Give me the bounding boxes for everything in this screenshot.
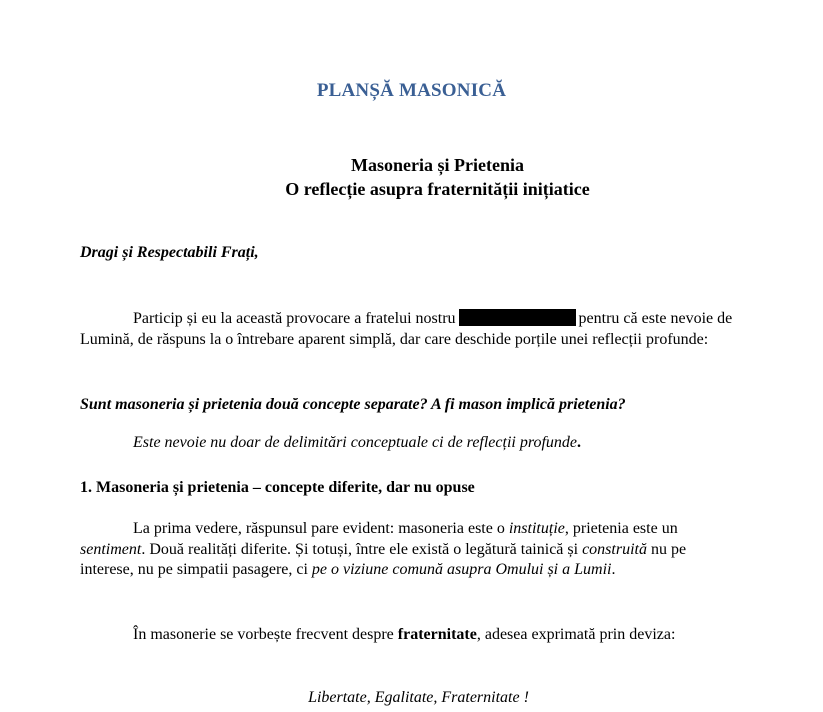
subtitle-line-2: O reflecție asupra fraternității inițiatice (285, 179, 590, 199)
p2-text-3: . Două realități diferite. Și totuși, între ele există o legătură tainică și (141, 540, 583, 558)
p3-bold-1: fraternitate (397, 626, 477, 643)
subtitle-line-1: Masoneria și Prietenia (351, 155, 524, 175)
intro-text-start: Particip și eu la această provocare a fratelui nostru (133, 310, 456, 327)
redaction-bar (459, 309, 576, 326)
p3-text-2: , adesea exprimată prin deviza: (476, 626, 676, 643)
motto: Libertate, Egalitate, Fraternitate ! (308, 689, 529, 706)
intro-text-end: pentru că este nevoie de Lumină, de răspuns la o întrebare aparent simplă, dar care deschide porțile unei reflecții profunde: (80, 310, 733, 348)
p2-text-4: nu pe interese, nu pe simpatii pasagere, ci (80, 540, 687, 578)
paragraph-intro (80, 309, 740, 350)
reflection-note-text: Este nevoie nu doar de delimitări conceptuale ci de reflecții profunde (133, 434, 578, 451)
p2-italic-1: instituție (508, 520, 565, 537)
p2-text-5: . (611, 561, 616, 578)
reflection-note-end: . (577, 434, 582, 451)
p3-text-1: În masonerie se vorbește frecvent despre (133, 626, 398, 643)
paragraph-concepts (80, 519, 740, 581)
greeting: Dragi și Respectabili Frați, (80, 244, 259, 261)
p2-text-1: La prima vedere, răspunsul pare evident: masoneria este o (133, 520, 509, 537)
p2-text-2: , prietenia este un (564, 520, 678, 537)
document-title: PLANȘĂ MASONICĂ (316, 80, 507, 101)
paragraph-fraternity (80, 625, 740, 646)
section-1-heading: 1. Masoneria și prietenia – concepte diferite, dar nu opuse (80, 479, 475, 496)
p2-italic-3: construită (582, 540, 647, 558)
reflection-note (133, 434, 581, 452)
p2-italic-2: sentiment (80, 540, 142, 558)
p2-italic-4: pe o viziune comună asupra Omului și a Lumii (311, 561, 612, 578)
key-question: Sunt masoneria și prietenia două concepte separate? A fi mason implică prietenia? (80, 396, 626, 413)
